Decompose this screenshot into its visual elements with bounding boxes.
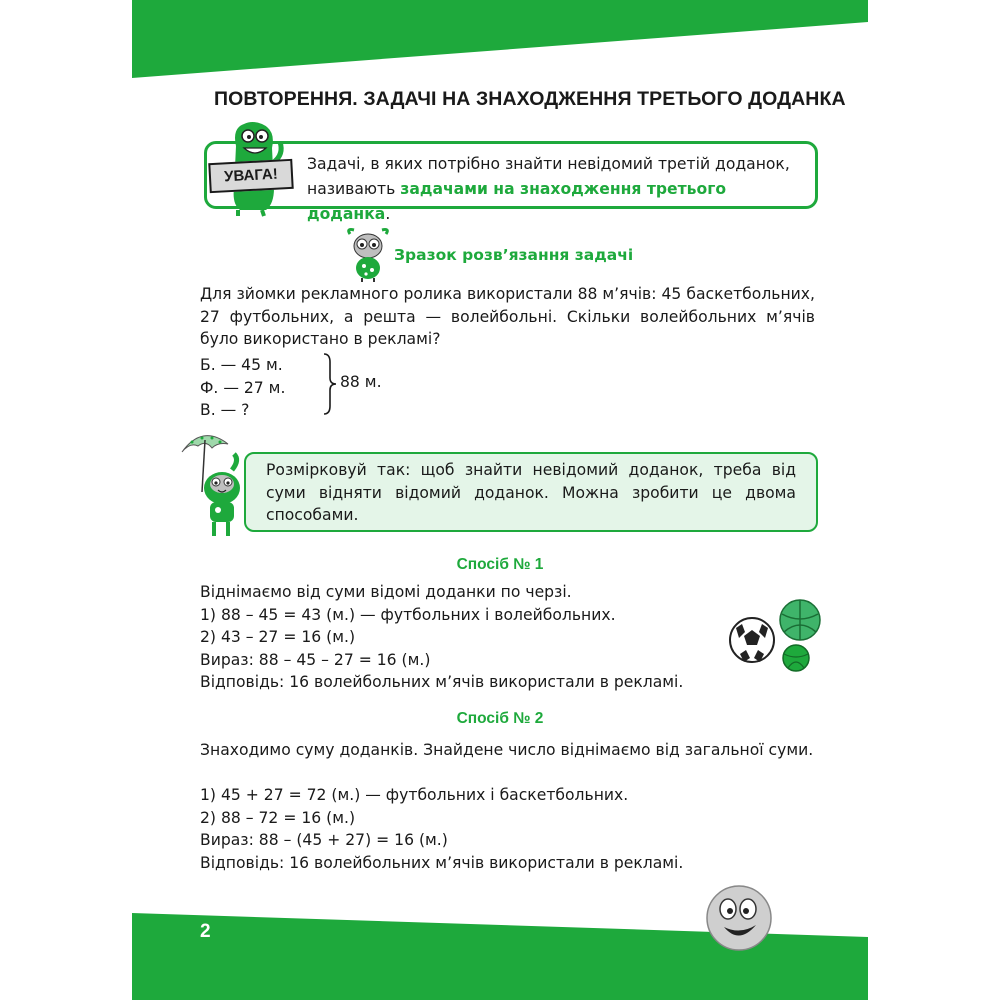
- hint-box: [244, 452, 818, 532]
- attention-text: [307, 152, 807, 227]
- method2-line: Вираз: 88 – (45 + 27) = 16 (м.): [200, 831, 448, 849]
- method1-line: Відповідь: 16 волейбольних м’ячів використали в рекламі.: [200, 673, 684, 691]
- method1-heading: Спосіб № 1: [456, 556, 544, 573]
- record-line: В. — ?: [200, 401, 250, 419]
- page-number: 2: [200, 921, 211, 942]
- smiley-face-icon: [704, 883, 774, 953]
- spotted-creature-icon: [344, 228, 392, 282]
- short-record: [200, 354, 285, 422]
- method2-line: Відповідь: 16 волейбольних м’ячів використали в рекламі.: [200, 853, 684, 872]
- attention-text-start: Задачі, в яких потрібно знайти невідомий третій доданок, називають: [307, 155, 790, 198]
- record-line: Ф. — 27 м.: [200, 378, 286, 397]
- method1-line: 2) 43 – 27 = 16 (м.): [200, 628, 356, 646]
- top-green-band: [132, 0, 868, 78]
- textbook-page: [132, 0, 868, 1000]
- page-title: ПОВТОРЕННЯ. ЗАДАЧІ НА ЗНАХОДЖЕННЯ ТРЕТЬОГО ДОДАНКА: [214, 88, 846, 110]
- method2-line: 1) 45 + 27 = 72 (м.) — футбольних і баскетбольних.: [200, 786, 629, 804]
- method2-text: [200, 784, 683, 874]
- curly-brace: [322, 352, 338, 416]
- method2-heading: Спосіб № 2: [456, 710, 544, 727]
- method1-text: [200, 581, 683, 694]
- record-line: Б. — 45 м.: [200, 356, 283, 374]
- hint-text: Розмірковуй так: щоб знайти невідомий доданок, треба від суми відняти відомий доданок. Можна зробити це двома способами.: [266, 461, 796, 524]
- problem-text: Для зйомки рекламного ролика використали 88 м’ячів: 45 баскетбольних, 27 футбольних, а решта — волейбольні. Скільки волейбольних м’ячів було використано в рекламі?: [200, 285, 815, 348]
- attention-text-end: .: [385, 205, 391, 223]
- umbrella-monster-icon: [178, 430, 250, 540]
- sports-balls-icon: [726, 598, 822, 676]
- attention-box: [204, 141, 818, 223]
- sample-heading: Зразок розв’язання задачі: [394, 246, 634, 264]
- attention-label: УВАГА!: [208, 159, 293, 193]
- attention-highlight: задачами на знаходження третього доданка: [307, 180, 727, 223]
- method1-line: Віднімаємо від суми відомі доданки по черзі.: [200, 583, 572, 601]
- method2-line: 2) 88 – 72 = 16 (м.): [200, 808, 356, 827]
- method1-line: 1) 88 – 45 = 43 (м.) — футбольних і волейбольних.: [200, 605, 616, 624]
- record-total: 88 м.: [340, 373, 382, 391]
- method2-intro: Знаходимо суму доданків. Знайдене число віднімаємо від загальної суми.: [200, 741, 814, 759]
- method1-line: Вираз: 88 – 45 – 27 = 16 (м.): [200, 650, 431, 669]
